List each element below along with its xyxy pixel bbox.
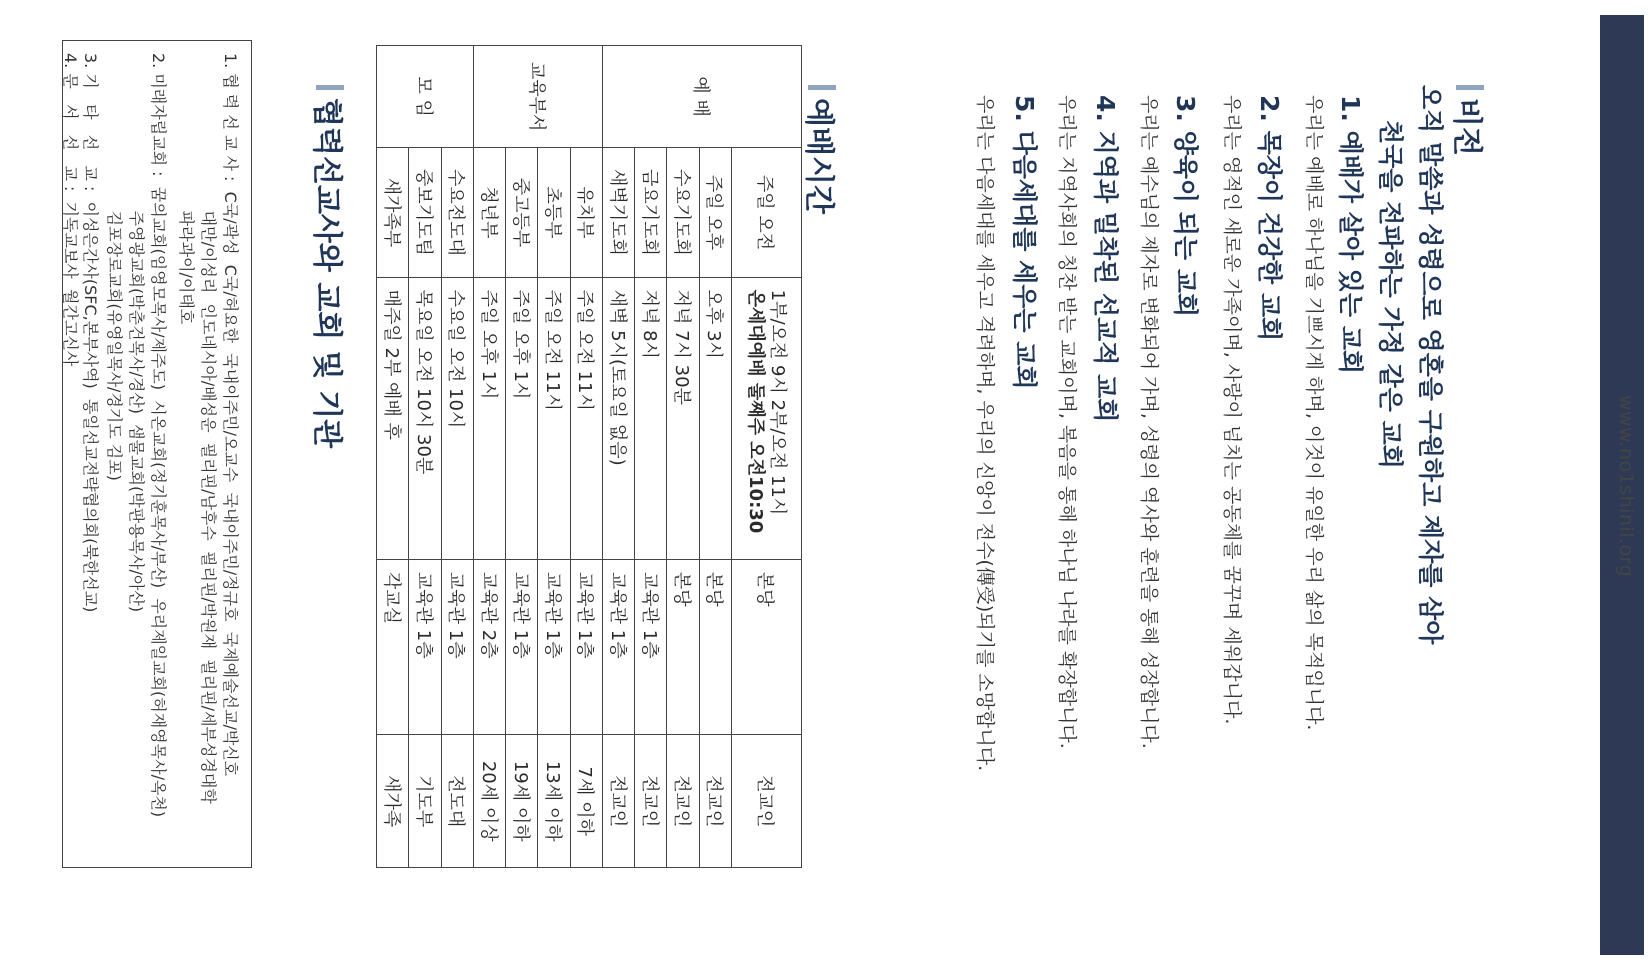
vision-lead-1: 오직 말씀과 성령으로 영혼을 구원하고 제자를 삼아	[1416, 85, 1445, 645]
service-time-line-1: 1부/오전 9시 2부/오전 11시	[767, 289, 789, 516]
group-label-worship: 예 배	[602, 46, 801, 148]
website-url: www.no1shinil.org	[1615, 395, 1637, 578]
service-name: 중고등부	[506, 148, 538, 277]
service-name: 청년부	[473, 148, 505, 277]
service-time: 주일 오후 1시	[506, 277, 538, 559]
service-target: 전교인	[699, 735, 731, 868]
missions-line: 파라과이/이태호	[177, 53, 196, 325]
service-place: 교육관 1층	[538, 559, 570, 735]
service-time-line-2: 온세대예배 둘째주 오전10:30	[745, 289, 767, 534]
vision-item-5-body: 우리는 다음세대를 세우고 격려하며, 우리의 신앙이 전수(傳受)되기를 소망합니다.	[974, 95, 996, 772]
service-time: 매주일 2부 예배 후	[377, 277, 409, 559]
table-row	[635, 46, 667, 868]
table-row	[409, 46, 441, 868]
table-row	[570, 46, 602, 868]
service-time	[732, 277, 802, 559]
service-place: 각교실	[377, 559, 409, 735]
service-target: 전교인	[732, 735, 802, 868]
service-name: 새벽기도회	[602, 148, 634, 277]
service-place: 본당	[667, 559, 699, 735]
missions-line: 2. 미래자립교회 : 꿈의교회(임영모목사/제주도) 시온교회(정기훈목사/부산) 우리제일교회(허재영목사/옥천)	[149, 53, 168, 818]
table-row	[667, 46, 699, 868]
service-target: 19세 이하	[506, 735, 538, 868]
section-marker	[808, 85, 836, 90]
service-time: 새벽 5시(토요일 없음)	[602, 277, 634, 559]
vision-item-3-body: 우리는 예수님의 제자로 변화되어 가며, 성령의 역사와 훈련을 통해 성장합니다.	[1138, 95, 1160, 749]
service-name: 수요전도대	[441, 148, 473, 277]
service-place: 교육관 1층	[506, 559, 538, 735]
vision-item-3-title: 3. 양육이 되는 교회	[1171, 95, 1200, 318]
table-row	[377, 46, 409, 868]
table-row	[732, 46, 802, 868]
section-marker	[1456, 85, 1484, 90]
service-name: 초등부	[538, 148, 570, 277]
service-time: 주일 오후 1시	[473, 277, 505, 559]
service-name: 유치부	[570, 148, 602, 277]
service-target: 전교인	[667, 735, 699, 868]
service-time: 목요일 오전 10시 30분	[409, 277, 441, 559]
service-place: 교육관 1층	[635, 559, 667, 735]
vision-item-4-title: 4. 지역과 밀착된 선교적 교회	[1091, 95, 1120, 423]
service-place: 교육관 1층	[409, 559, 441, 735]
group-label-education: 교육부서	[473, 46, 602, 148]
vision-lead-2: 천국을 전파하는 가정 같은 교회	[1376, 120, 1405, 469]
service-place: 교육관 2층	[473, 559, 505, 735]
table-row	[538, 46, 570, 868]
service-name: 주일 오전	[732, 148, 802, 277]
vision-item-2-body: 우리는 영적인 새로운 가족이며, 사랑이 넘치는 공동체를 꿈꾸며 세워갑니다.	[1221, 95, 1243, 725]
service-target: 전교인	[635, 735, 667, 868]
service-target: 전도대	[441, 735, 473, 868]
service-target: 7세 이하	[570, 735, 602, 868]
missions-line: 4. 문 서 선 교 : 기독교보사 월간고신사	[61, 53, 80, 367]
missions-line: 대만/이성리 인도네시아/배성운 필리핀/남후수 필리핀/박원재 필리핀/세부성경대학	[199, 53, 218, 804]
service-name: 수요기도회	[667, 148, 699, 277]
service-name: 새가족부	[377, 148, 409, 277]
service-target: 전교인	[602, 735, 634, 868]
table-row	[441, 46, 473, 868]
service-place: 본당	[732, 559, 802, 735]
service-place: 교육관 1층	[602, 559, 634, 735]
missions-line: 3. 기 타 선 교 : 이성은간사(SFC,본부사역) 통일선교전략협의회(북한선교)	[81, 53, 100, 613]
vision-item-1-title: 1. 예배가 살아 있는 교회	[1336, 95, 1365, 375]
table-row	[699, 46, 731, 868]
section-marker	[316, 85, 344, 90]
missions-line: 주영광교회(박춘건목사/경산) 샘물교회(박판용목사/아산)	[127, 53, 146, 613]
missions-heading	[308, 85, 352, 448]
vision-title: 비전	[1449, 98, 1484, 156]
service-time: 저녁 7시 30분	[667, 277, 699, 559]
table-row	[473, 46, 505, 868]
service-target: 새가족	[377, 735, 409, 868]
table-row	[602, 46, 634, 868]
service-time: 주일 오전 11시	[570, 277, 602, 559]
missions-line: 김포장로교회(유영일목사/경기도 김포)	[105, 53, 124, 481]
vision-item-1-body: 우리는 예배로 하나님을 기쁘시게 하며, 이것이 유일한 우리 삶의 목적입니다.	[1303, 95, 1325, 731]
service-name: 금요기도회	[635, 148, 667, 277]
service-target: 기도부	[409, 735, 441, 868]
worship-title: 예배시간	[801, 98, 836, 214]
vision-item-2-title: 2. 목장이 건강한 교회	[1255, 95, 1284, 342]
service-name: 주일 오후	[699, 148, 731, 277]
service-place: 교육관 1층	[441, 559, 473, 735]
vision-item-4-body: 우리는 지역사회의 칭찬 받는 교회이며, 복음을 통해 하나님 나라를 확장합니다.	[1056, 95, 1078, 749]
service-name: 중보기도팀	[409, 148, 441, 277]
service-target: 13세 이하	[538, 735, 570, 868]
table-row	[506, 46, 538, 868]
missions-line: 1. 협 력 선 교 사 : C국/곽성 C국/허요한 국내이주민/오교수 국내이주민/정규호 국제예술선교/박신호	[221, 53, 240, 777]
service-time: 수요일 오전 10시	[441, 277, 473, 559]
missions-box	[62, 40, 252, 868]
group-label-meeting: 모 임	[377, 46, 474, 148]
worship-heading	[800, 85, 844, 214]
service-place: 본당	[699, 559, 731, 735]
vision-item-5-title: 5. 다음세대를 세우는 교회	[1010, 95, 1039, 390]
vision-heading	[1448, 85, 1492, 156]
service-time: 주일 오전 11시	[538, 277, 570, 559]
service-place: 교육관 1층	[570, 559, 602, 735]
worship-schedule-table	[376, 45, 802, 868]
service-time: 오후 3시	[699, 277, 731, 559]
missions-title: 협력선교사와 교회 및 기관	[309, 98, 344, 449]
service-target: 20세 이상	[473, 735, 505, 868]
service-time: 저녁 8시	[635, 277, 667, 559]
